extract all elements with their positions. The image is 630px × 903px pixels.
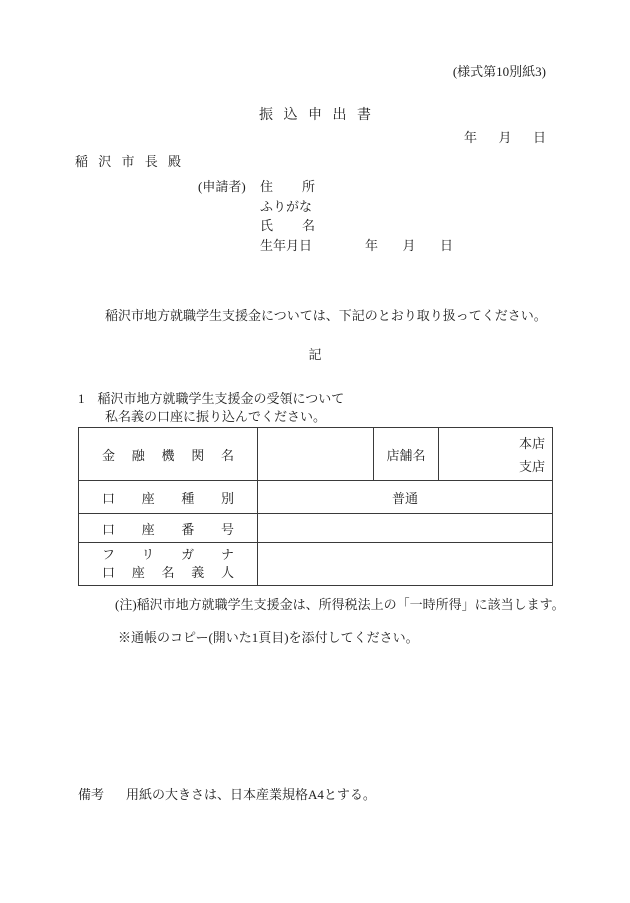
branch-option-honten: 本店 [518, 436, 545, 451]
branch-option-shiten: 支店 [518, 459, 545, 474]
applicant-prefix: (申請者) [198, 179, 246, 194]
body-paragraph: 稲沢市地方就職学生支援金については、下記のとおり取り扱ってください。 [105, 308, 547, 323]
applicant-block [198, 177, 453, 255]
remarks-text: 用紙の大きさは、日本産業規格A4とする。 [126, 787, 376, 802]
page-title [0, 104, 630, 124]
bank-name-field [258, 428, 374, 481]
name-label: 氏名 [260, 218, 315, 233]
account-holder-label-cell [79, 543, 258, 586]
account-number-label-cell [79, 514, 258, 543]
account-type-label-cell [79, 481, 258, 514]
ki-heading: 記 [308, 347, 322, 362]
applicant-birthdate-line [198, 236, 453, 256]
applicant-address-line [198, 177, 453, 197]
item1-heading: 稲沢市地方就職学生支援金の受領について [97, 391, 345, 406]
account-holder-field [258, 543, 553, 586]
table-row-account-type [79, 481, 553, 514]
account-number-label: 口座番号 [102, 521, 234, 537]
birthdate-value: 年月日 [365, 237, 454, 253]
applicant-furigana-line [198, 197, 453, 217]
applicant-name-line [198, 216, 453, 236]
birthdate-label: 生年月日 [260, 237, 313, 253]
furigana-label: ふりがな [260, 198, 313, 214]
account-holder-label: 口座名義人 [102, 565, 234, 580]
furigana-row-label: フリガナ [102, 547, 234, 562]
branch-header-cell: 店舗名 [374, 428, 439, 481]
table-row-bank-name [79, 428, 553, 481]
remarks-label: 備考 [78, 787, 105, 802]
form-code: (様式第10別紙3) [452, 64, 546, 79]
item1-heading-line [78, 388, 344, 407]
branch-field [439, 428, 553, 481]
address-label: 住所 [260, 179, 315, 194]
item1-number: 1 [78, 391, 85, 406]
page-title-text: 振込申出書 [259, 108, 371, 123]
item1-instruction: 私名義の口座に振り込んでください。 [105, 409, 327, 424]
attachment-note: ※通帳のコピー(開いた1頁目)を添付してください。 [118, 630, 419, 645]
bank-name-label-cell [79, 428, 258, 481]
table-row-account-holder [79, 543, 553, 586]
bank-name-label: 金融機関名 [102, 447, 234, 463]
account-type-value: 普通 [258, 481, 553, 514]
account-type-label: 口座種別 [102, 490, 234, 506]
tax-note: (注)稲沢市地方就職学生支援金は、所得税法上の「一時所得」に該当します。 [115, 597, 565, 612]
addressee: 稲沢市長殿 [75, 154, 181, 169]
date-line: 年月日 [464, 130, 546, 145]
account-number-field [258, 514, 553, 543]
remarks-line [78, 784, 376, 803]
bank-account-table [78, 427, 553, 586]
table-row-account-number [79, 514, 553, 543]
